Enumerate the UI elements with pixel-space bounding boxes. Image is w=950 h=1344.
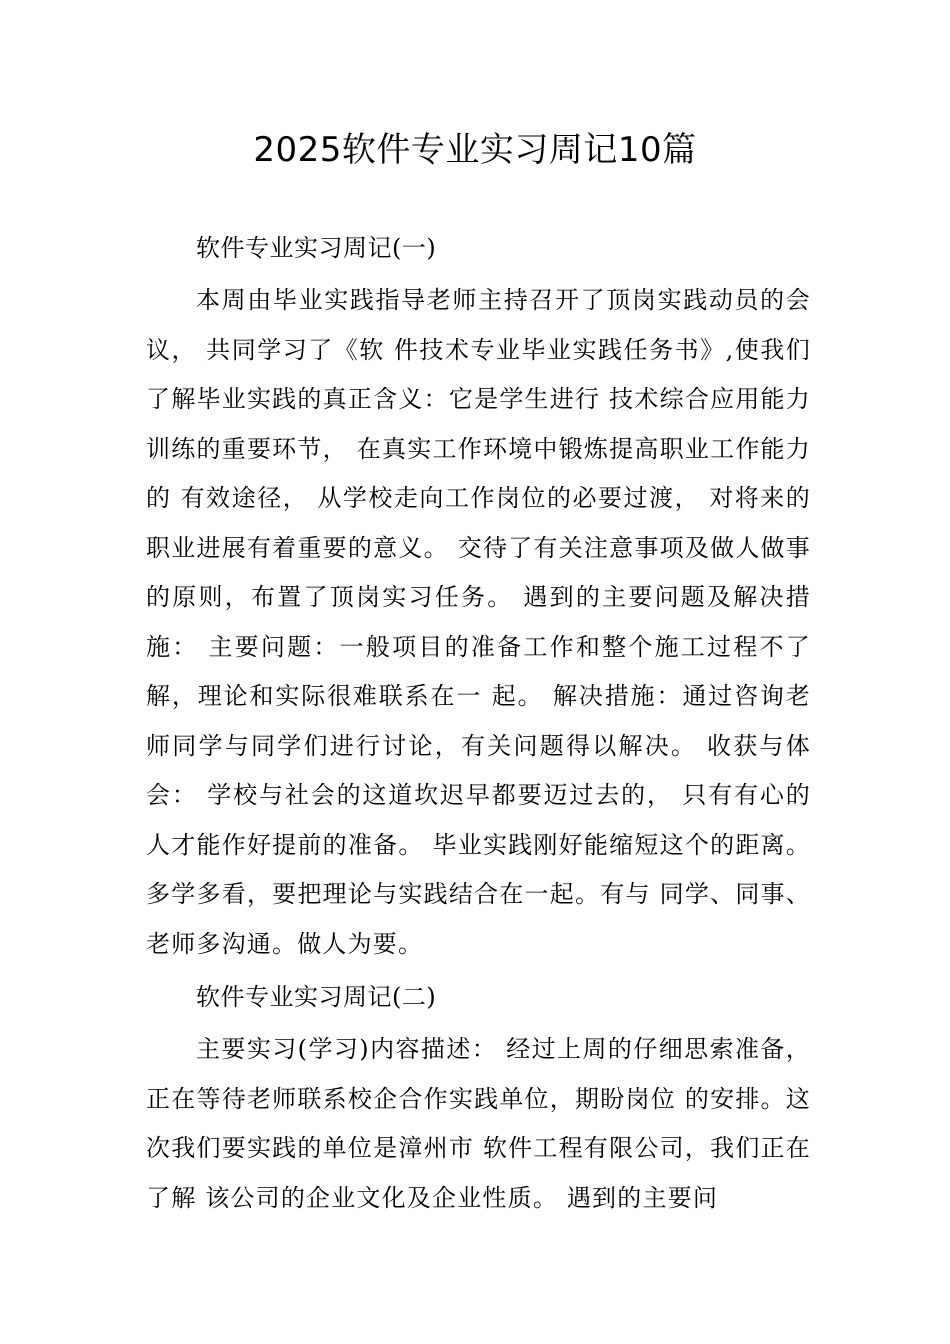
section-heading-1: 软件专业实习周记(一) xyxy=(196,234,437,262)
section-paragraph-1: 本周由毕业实践指导老师主持召开了顶岗实践动员的会议， 共同学习了《软 件技术专业毕业实践任务书》,使我们了解毕业实践的真正含义：它是学生进行 技术综合应用能力训练的重要环节， 在真实工作环境中锻炼提高职业工作能力的 有效途径， 从学校走向工作岗位的必要过渡， 对将来的职业进展有着重要的意义。 交待了有关注意事项及做人做事的原则，布置了顶岗实习任务。 遇到的主要问题及解决措施： 主要问题：一般项目的准备工作和整个施工过程不了解，理论和实际很难联系在一 起。 解决措施：通过咨询老师同学与同学们进行讨论，有关问题得以解决。 收获与体会： 学校与社会的这道坎迟早都要迈过去的， 只有有心的人才能作好提前的准备。 毕业实践刚好能缩短这个的距离。多学多看，要把理论与实践结合在一起。有与 同学、同事、老师多沟通。做人为要。 xyxy=(146,286,811,958)
section-heading-2: 软件专业实习周记(二) xyxy=(196,983,437,1011)
section-paragraph-2: 主要实习(学习)内容描述： 经过上周的仔细思索准备， 正在等待老师联系校企合作实践单位，期盼岗位 的安排。这次我们要实践的单位是漳州市 软件工程有限公司，我们正在了解 该公司的企业文化及企业性质。 遇到的主要问 xyxy=(146,1035,811,1212)
document-title: 2025软件专业实习周记10篇 xyxy=(253,130,697,170)
document-body xyxy=(146,226,811,1229)
